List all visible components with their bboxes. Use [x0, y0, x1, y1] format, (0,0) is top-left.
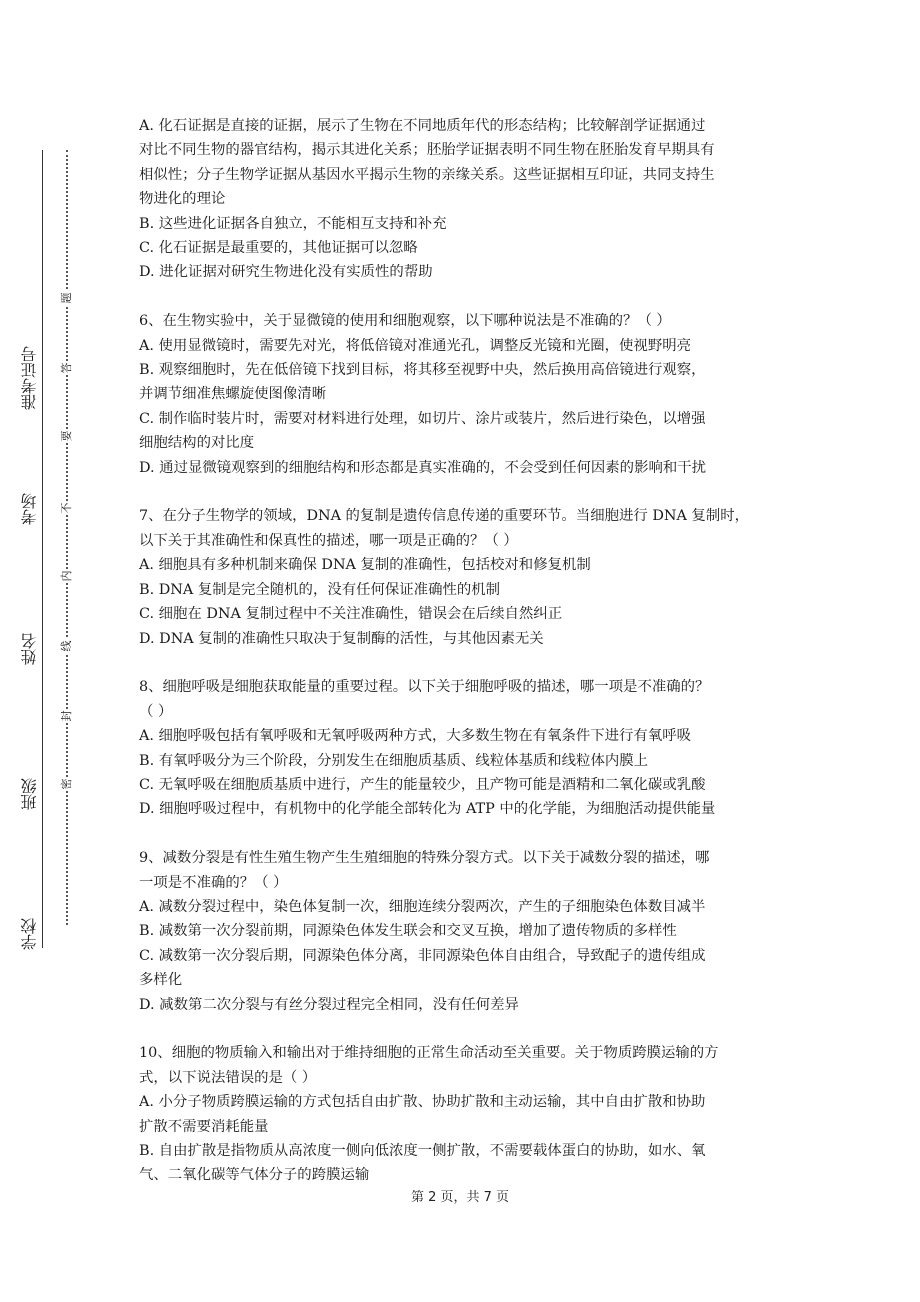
text-line: 对比不同生物的器官结构，揭示其进化关系；胚胎学证据表明不同生物在胚胎发育早期具有 — [139, 142, 715, 159]
text-line: 一项是不准确的？（ ） — [139, 874, 288, 891]
field-name-label: 姓名 — [20, 633, 39, 665]
field-class — [8, 650, 56, 810]
text-line: D. 减数第二次分裂与有丝分裂过程完全相同，没有任何差异 — [139, 996, 519, 1013]
text-line: D. 细胞呼吸过程中，有机物中的化学能全部转化为 ATP 中的化学能，为细胞活动提供能量 — [139, 801, 716, 818]
text-line: 式，以下说法错误的是（ ） — [139, 1069, 317, 1086]
text-line: A. 细胞具有多种机制来确保 DNA 复制的准确性，包括校对和修复机制 — [139, 557, 591, 574]
text-line: 6、在生物实验中，关于显微镜的使用和细胞观察，以下哪种说法是不准确的？（ ） — [139, 313, 671, 330]
text-line: A. 使用显微镜时，需要先对光，将低倍镜对准通光孔，调整反光镜和光圈，使视野明亮 — [139, 337, 691, 354]
text-line: 相似性；分子生物学证据从基因水平揭示生物的亲缘关系。这些证据相互印证，共同支持生 — [139, 166, 715, 183]
block-gap — [139, 480, 799, 504]
question-8 — [139, 675, 799, 821]
text-line: B. 观察细胞时，先在低倍镜下找到目标，将其移至视野中央，然后换用高倍镜进行观察， — [139, 362, 706, 379]
text-line: 物进化的理论 — [139, 191, 226, 208]
question-6 — [139, 309, 799, 480]
seal-char-xian: 线 — [60, 640, 73, 652]
seal-char-da: 答 — [60, 362, 73, 374]
text-line: 细胞结构的对比度 — [139, 435, 255, 452]
field-school-label: 学校 — [20, 918, 39, 950]
text-line: 以下关于其准确性和保真性的描述，哪一项是正确的？（ ） — [139, 532, 518, 549]
seal-char-bu: 不 — [60, 502, 73, 514]
text-line: （ ） — [139, 703, 173, 720]
block-gap — [139, 285, 799, 309]
text-line: 7、在分子生物学的领域，DNA 的复制是遗传信息传递的重要环节。当细胞进行 DNA 复制时， — [139, 508, 749, 525]
field-ticket-number — [8, 150, 56, 410]
text-line: B. 自由扩散是指物质从高浓度一侧向低浓度一侧扩散，不需要载体蛋白的协助，如水、氧 — [139, 1142, 706, 1159]
text-line: A. 小分子物质跨膜运输的方式包括自由扩散、协助扩散和主动运输，其中自由扩散和协助 — [139, 1094, 706, 1111]
text-line: C. 制作临时装片时，需要对材料进行处理，如切片、涂片或装片，然后进行染色，以增强 — [139, 410, 706, 427]
binding-margin — [0, 0, 110, 1302]
field-ticket-number-label: 准考证号 — [20, 346, 39, 410]
page-footer: 第 2 页，共 7 页 — [410, 1190, 510, 1205]
text-line: D. 通过显微镜观察到的细胞结构和形态都是真实准确的，不会受到任何因素的影响和干扰 — [139, 459, 707, 476]
block-gap — [139, 651, 799, 675]
field-class-line — [42, 650, 43, 808]
text-line: A. 细胞呼吸包括有氧呼吸和无氧呼吸两种方式，大多数生物在有氧条件下进行有氧呼吸 — [139, 728, 691, 745]
question-10 — [139, 1041, 799, 1187]
text-line: 10、细胞的物质输入和输出对于维持细胞的正常生命活动至关重要。关于物质跨膜运输的方 — [139, 1045, 719, 1062]
text-line: D. 进化证据对研究生物进化没有实质性的帮助 — [139, 264, 433, 281]
text-line: 扩散不需要消耗能量 — [139, 1118, 269, 1135]
text-line: B. 减数第一次分裂前期，同源染色体发生联会和交叉互换，增加了遗传物质的多样性 — [139, 923, 677, 940]
block-gap — [139, 1017, 799, 1041]
seal-char-yao: 要 — [60, 430, 73, 442]
seal-dotted-line — [66, 150, 68, 925]
text-line: 气、二氧化碳等气体分子的跨膜运输 — [139, 1167, 370, 1184]
field-class-label: 班级 — [20, 778, 39, 810]
text-line: D. DNA 复制的准确性只取决于复制酶的活性，与其他因素无关 — [139, 630, 544, 647]
text-line: C. 细胞在 DNA 复制过程中不关注准确性，错误会在后续自然纠正 — [139, 606, 563, 623]
text-line: B. 这些进化证据各自独立，不能相互支持和补充 — [139, 215, 447, 232]
block-gap — [139, 822, 799, 846]
text-line: C. 减数第一次分裂后期，同源染色体分离，非同源染色体自由组合，导致配子的遗传组成 — [139, 947, 706, 964]
text-line: A. 减数分裂过程中，染色体复制一次，细胞连续分裂两次，产生的子细胞染色体数目减半 — [139, 898, 706, 915]
seal-char-feng: 封 — [60, 710, 73, 722]
text-line: B. 有氧呼吸分为三个阶段，分别发生在细胞质基质、线粒体基质和线粒体内膜上 — [139, 752, 649, 769]
seal-char-ti: 题 — [60, 292, 73, 304]
seal-char-nei: 内 — [60, 570, 73, 582]
text-line: A. 化石证据是直接的证据，展示了生物在不同地质年代的形态结构；比较解剖学证据通过 — [139, 118, 706, 134]
text-line: B. DNA 复制是完全随机的，没有任何保证准确性的机制 — [139, 581, 501, 598]
text-line: 9、减数分裂是有性生殖生物产生生殖细胞的特殊分裂方式。以下关于减数分裂的描述，哪 — [139, 850, 710, 867]
question-5-options — [139, 114, 799, 285]
field-ticket-number-line — [42, 150, 43, 408]
exam-content — [139, 114, 799, 1188]
text-line: C. 化石证据是最重要的，其他证据可以忽略 — [139, 240, 418, 257]
seal-char-mi: 密 — [60, 778, 73, 790]
question-9 — [139, 846, 799, 1017]
question-7 — [139, 504, 799, 650]
field-exam-room — [8, 390, 56, 525]
text-line: 多样化 — [139, 972, 183, 989]
text-line: C. 无氧呼吸在细胞质基质中进行，产生的能量较少，且产物可能是酒精和二氧化碳或乳酸 — [139, 776, 706, 793]
field-exam-room-label: 考场 — [20, 493, 39, 525]
text-line: 8、细胞呼吸是细胞获取能量的重要过程。以下关于细胞呼吸的描述，哪一项是不准确的？ — [139, 679, 710, 696]
text-line: 并调节细准焦螺旋使图像清晰 — [139, 386, 327, 403]
